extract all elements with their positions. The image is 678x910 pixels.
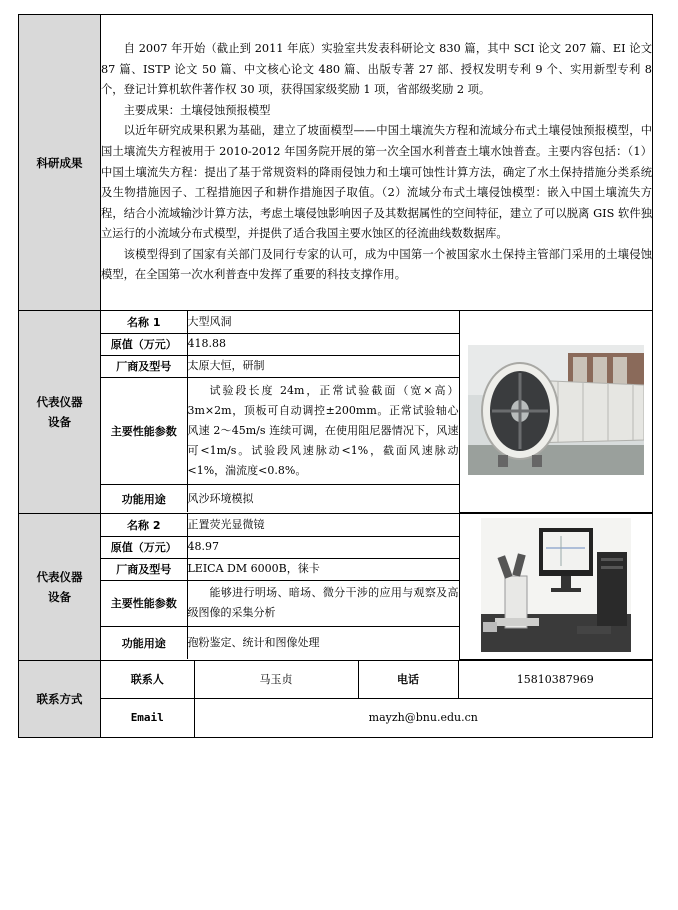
instrument-2-maker-label: 厂商及型号: [101, 558, 187, 580]
instrument-2-name-value: 正置荧光显微镜: [187, 514, 459, 536]
research-row: [19, 15, 653, 311]
research-paragraph-1: 自 2007 年开始（截止到 2011 年底）实验室共发表科研论文 830 篇，其中 SCI 论文 207 篇、EI 论文 87 篇、ISTP 论文 50 篇、中文核心论文 480 篇、出版专著 27 部、授权发明专利 9 个、实用新型专利 8 个，登记计算机软件著作权 30 项，获得国家级奖励 1 项，省部级奖励 2 项。: [101, 41, 652, 97]
contact-label: 联系方式: [19, 660, 101, 737]
contact-email-value[interactable]: mayzh@bnu.edu.cn: [194, 699, 652, 737]
instrument-1-name-value: 大型风洞: [187, 311, 459, 333]
document-page: [18, 14, 652, 738]
research-content: [101, 15, 653, 311]
research-paragraph-3: 以近年研究成果积累为基础，建立了坡面模型——中国土壤流失方程和流域分布式土壤侵蚀预报模型，中国土壤流失方程被用于 2010-2012 年国务院开展的第一次全国水利普查土壤水蚀普查。主要内容包括：（1）中国土壤流失方程：提出了基于常规资料的降雨侵蚀力和土壤可蚀性计算方法，确定了水土保持措施分类系统及生物措施因子、工程措施因子和耕作措施因子取值。（2）流域分布式土壤侵蚀模型：嵌入中国土壤流失方程，结合小流域输沙计算方法，考虑土壤侵蚀影响因子及其数据属性的空间特征，建立了可以脱离 GIS 软件独立运行的小流域分布式模型，并提供了适合我国主要水蚀区的径流曲线数数据库。: [101, 124, 652, 241]
instrument-2-price-label: 原值（万元）: [101, 536, 187, 558]
instrument-1-label: 代表仪器 设备: [19, 311, 101, 514]
instrument-2-table: [101, 514, 652, 660]
instrument-1-params-value: 试验段长度 24m，正常试验截面（宽×高）3m×2m，顶板可自动调控±200mm。正常试验轴心风速 2～45m/s 连续可调，在使用阻尼器情况下，风速可<1m/s。试验段风速脉动<1%，截面风速脉动<1%，湍流度<0.8%。: [187, 377, 459, 484]
instrument-2-row: [19, 514, 653, 661]
instrument-1-maker-value: 太原大恒，研制: [187, 355, 459, 377]
instrument-2-params-label: 主要性能参数: [101, 580, 187, 626]
contact-table: [101, 661, 652, 737]
instrument-2-price-value: 48.97: [187, 536, 459, 558]
instrument-2-name-label: 名称 2: [101, 514, 187, 536]
contact-person-label: 联系人: [101, 661, 194, 699]
instrument-1-params-label: 主要性能参数: [101, 377, 187, 484]
research-label: 科研成果: [19, 15, 101, 311]
instrument-2-params-value: 能够进行明场、暗场、微分干涉的应用与观察及高级图像的采集分析: [187, 580, 459, 626]
instrument-1-row: [19, 311, 653, 514]
contact-person-value: 马玉贞: [194, 661, 358, 699]
instrument-1-name-label: 名称 1: [101, 311, 187, 333]
contact-phone-label: 电话: [358, 661, 458, 699]
microscope-photo: [481, 518, 631, 652]
contact-row: [19, 660, 653, 737]
instrument-2-use-label: 功能用途: [101, 626, 187, 659]
instrument-2-use-value: 孢粉鉴定、统计和图像处理: [187, 626, 459, 659]
contact-phone-value: 15810387969: [458, 661, 652, 699]
instrument-1-price-value: 418.88: [187, 333, 459, 355]
instrument-1-maker-label: 厂商及型号: [101, 355, 187, 377]
wind-tunnel-photo: [468, 345, 644, 475]
contact-email-label: Email: [101, 699, 194, 737]
instrument-1-use-value: 风沙环境模拟: [187, 484, 459, 512]
instrument-2-image-cell: [459, 514, 652, 659]
instrument-2-maker-value: LEICA DM 6000B，徕卡: [187, 558, 459, 580]
research-paragraph-2: 主要成果：土壤侵蚀预报模型: [123, 103, 271, 117]
instrument-1-use-label: 功能用途: [101, 484, 187, 512]
instrument-2-label: 代表仪器 设备: [19, 514, 101, 661]
instrument-1-table: [101, 311, 652, 513]
instrument-1-price-label: 原值（万元）: [101, 333, 187, 355]
research-paragraph-4: 该模型得到了国家有关部门及同行专家的认可，成为中国第一个被国家水土保持主管部门采用的土壤侵蚀模型，在全国第一次水利普查中发挥了重要的科技支撑作用。: [101, 247, 652, 282]
lab-info-table: [18, 14, 653, 738]
instrument-1-image-cell: [459, 311, 652, 512]
